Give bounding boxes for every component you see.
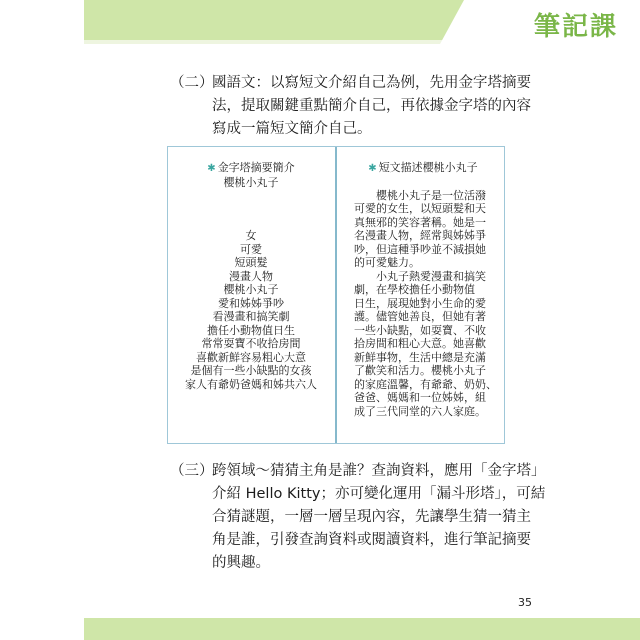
section-three-line: 合猜謎題，一層一層呈現內容，先讓學生猜一猜主 bbox=[212, 509, 531, 525]
essay-line: 的可愛魅力。 bbox=[354, 256, 420, 269]
essay-line: 成了三代同堂的六人家庭。 bbox=[354, 404, 486, 418]
essay-line: 日生，展現她對小生命的愛 bbox=[354, 296, 486, 310]
essay-line: 真無邪的笑容著稱。她是一 bbox=[354, 215, 486, 229]
essay-line: 吵，但這種爭吵並不減損她 bbox=[354, 242, 486, 256]
footer-green-bar bbox=[84, 618, 640, 640]
essay-line: 櫻桃小丸子是一位活潑 bbox=[376, 188, 486, 202]
pyramid-item: 櫻桃小丸子 bbox=[223, 283, 279, 296]
essay-line: 名漫畫人物，經常與姊姊爭 bbox=[354, 229, 486, 242]
section-three-line: 介紹 Hello Kitty；亦可變化運用「漏斗形塔」，可結 bbox=[212, 486, 546, 502]
essay-line: 的家庭溫馨，有爺爺、奶奶、 bbox=[354, 377, 497, 391]
section-three-line: 的興趣。 bbox=[212, 555, 270, 571]
pyramid-heading-text: 金字塔摘要簡介 bbox=[217, 161, 295, 174]
pyramid-item: 漫畫人物 bbox=[229, 269, 273, 283]
essay-line: 小丸子熱愛漫畫和搞笑 bbox=[376, 269, 486, 283]
section-two-label: （二） bbox=[170, 75, 214, 91]
pyramid-item: 看漫畫和搞笑劇 bbox=[212, 310, 290, 323]
pyramid-item: 喜歡新鮮容易粗心大意 bbox=[196, 350, 306, 364]
essay-line: 護。儘管她善良，但她有著 bbox=[354, 310, 486, 323]
essay-line: 可愛的女生，以短頭髮和天 bbox=[354, 202, 486, 215]
column-divider bbox=[335, 147, 337, 443]
section-three-label: （三） bbox=[170, 463, 214, 479]
section-two-line: 寫成一篇短文簡介自己。 bbox=[212, 121, 372, 137]
pyramid-item: 常常耍寶不收拾房間 bbox=[201, 337, 301, 350]
essay-line: 了歡笑和活力。櫻桃小丸子 bbox=[354, 364, 486, 377]
essay-line: 拾房間和粗心大意。她喜歡 bbox=[354, 337, 486, 350]
pyramid-item: 可愛 bbox=[240, 242, 262, 256]
pyramid-subject: 櫻桃小丸子 bbox=[223, 175, 279, 189]
pyramid-heading bbox=[168, 161, 334, 176]
pyramid-item: 家人有爺奶爸媽和姊共六人 bbox=[185, 377, 317, 391]
summary-box bbox=[167, 146, 505, 444]
section-three-text bbox=[172, 460, 546, 575]
section-two bbox=[170, 72, 531, 141]
pyramid-item: 女 bbox=[245, 229, 257, 242]
star-icon: ✱ bbox=[368, 163, 377, 174]
essay-line: 一些小缺點，如耍寶、不收 bbox=[354, 323, 486, 337]
section-three-line: 角是誰，引發查詢資料或閱讀資料，進行筆記摘要 bbox=[212, 532, 531, 548]
essay-column bbox=[354, 161, 497, 418]
pyramid-item: 短頭髮 bbox=[234, 256, 268, 269]
essay-heading bbox=[354, 161, 492, 176]
section-two-text bbox=[172, 72, 531, 141]
essay-line: 新鮮事物，生活中總是充滿 bbox=[354, 350, 486, 364]
pyramid-item: 是個有一些小缺點的女孩 bbox=[190, 364, 312, 377]
section-three-line: 跨領域～猜猜主角是誰？查詢資料，應用「金字塔」 bbox=[212, 463, 546, 479]
essay-line: 爸爸、媽媽和一位姊姊，組 bbox=[354, 391, 486, 404]
page-number: 35 bbox=[518, 596, 532, 609]
section-two-line: 國語文：以寫短文介紹自己為例，先用金字塔摘要 bbox=[212, 75, 531, 91]
pyramid-column bbox=[168, 161, 334, 391]
section-three bbox=[170, 460, 546, 575]
star-icon: ✱ bbox=[207, 163, 216, 174]
essay-line: 劇，在學校擔任小動物值 bbox=[354, 283, 475, 296]
pyramid-item: 擔任小動物值日生 bbox=[207, 323, 295, 337]
pyramid-item: 愛和姊姊爭吵 bbox=[218, 296, 284, 310]
section-two-line: 法，提取關鍵重點簡介自己，再依據金字塔的內容 bbox=[212, 98, 531, 114]
essay-heading-text: 短文描述櫻桃小丸子 bbox=[378, 161, 478, 174]
page-title: 筆記課 bbox=[533, 12, 618, 42]
